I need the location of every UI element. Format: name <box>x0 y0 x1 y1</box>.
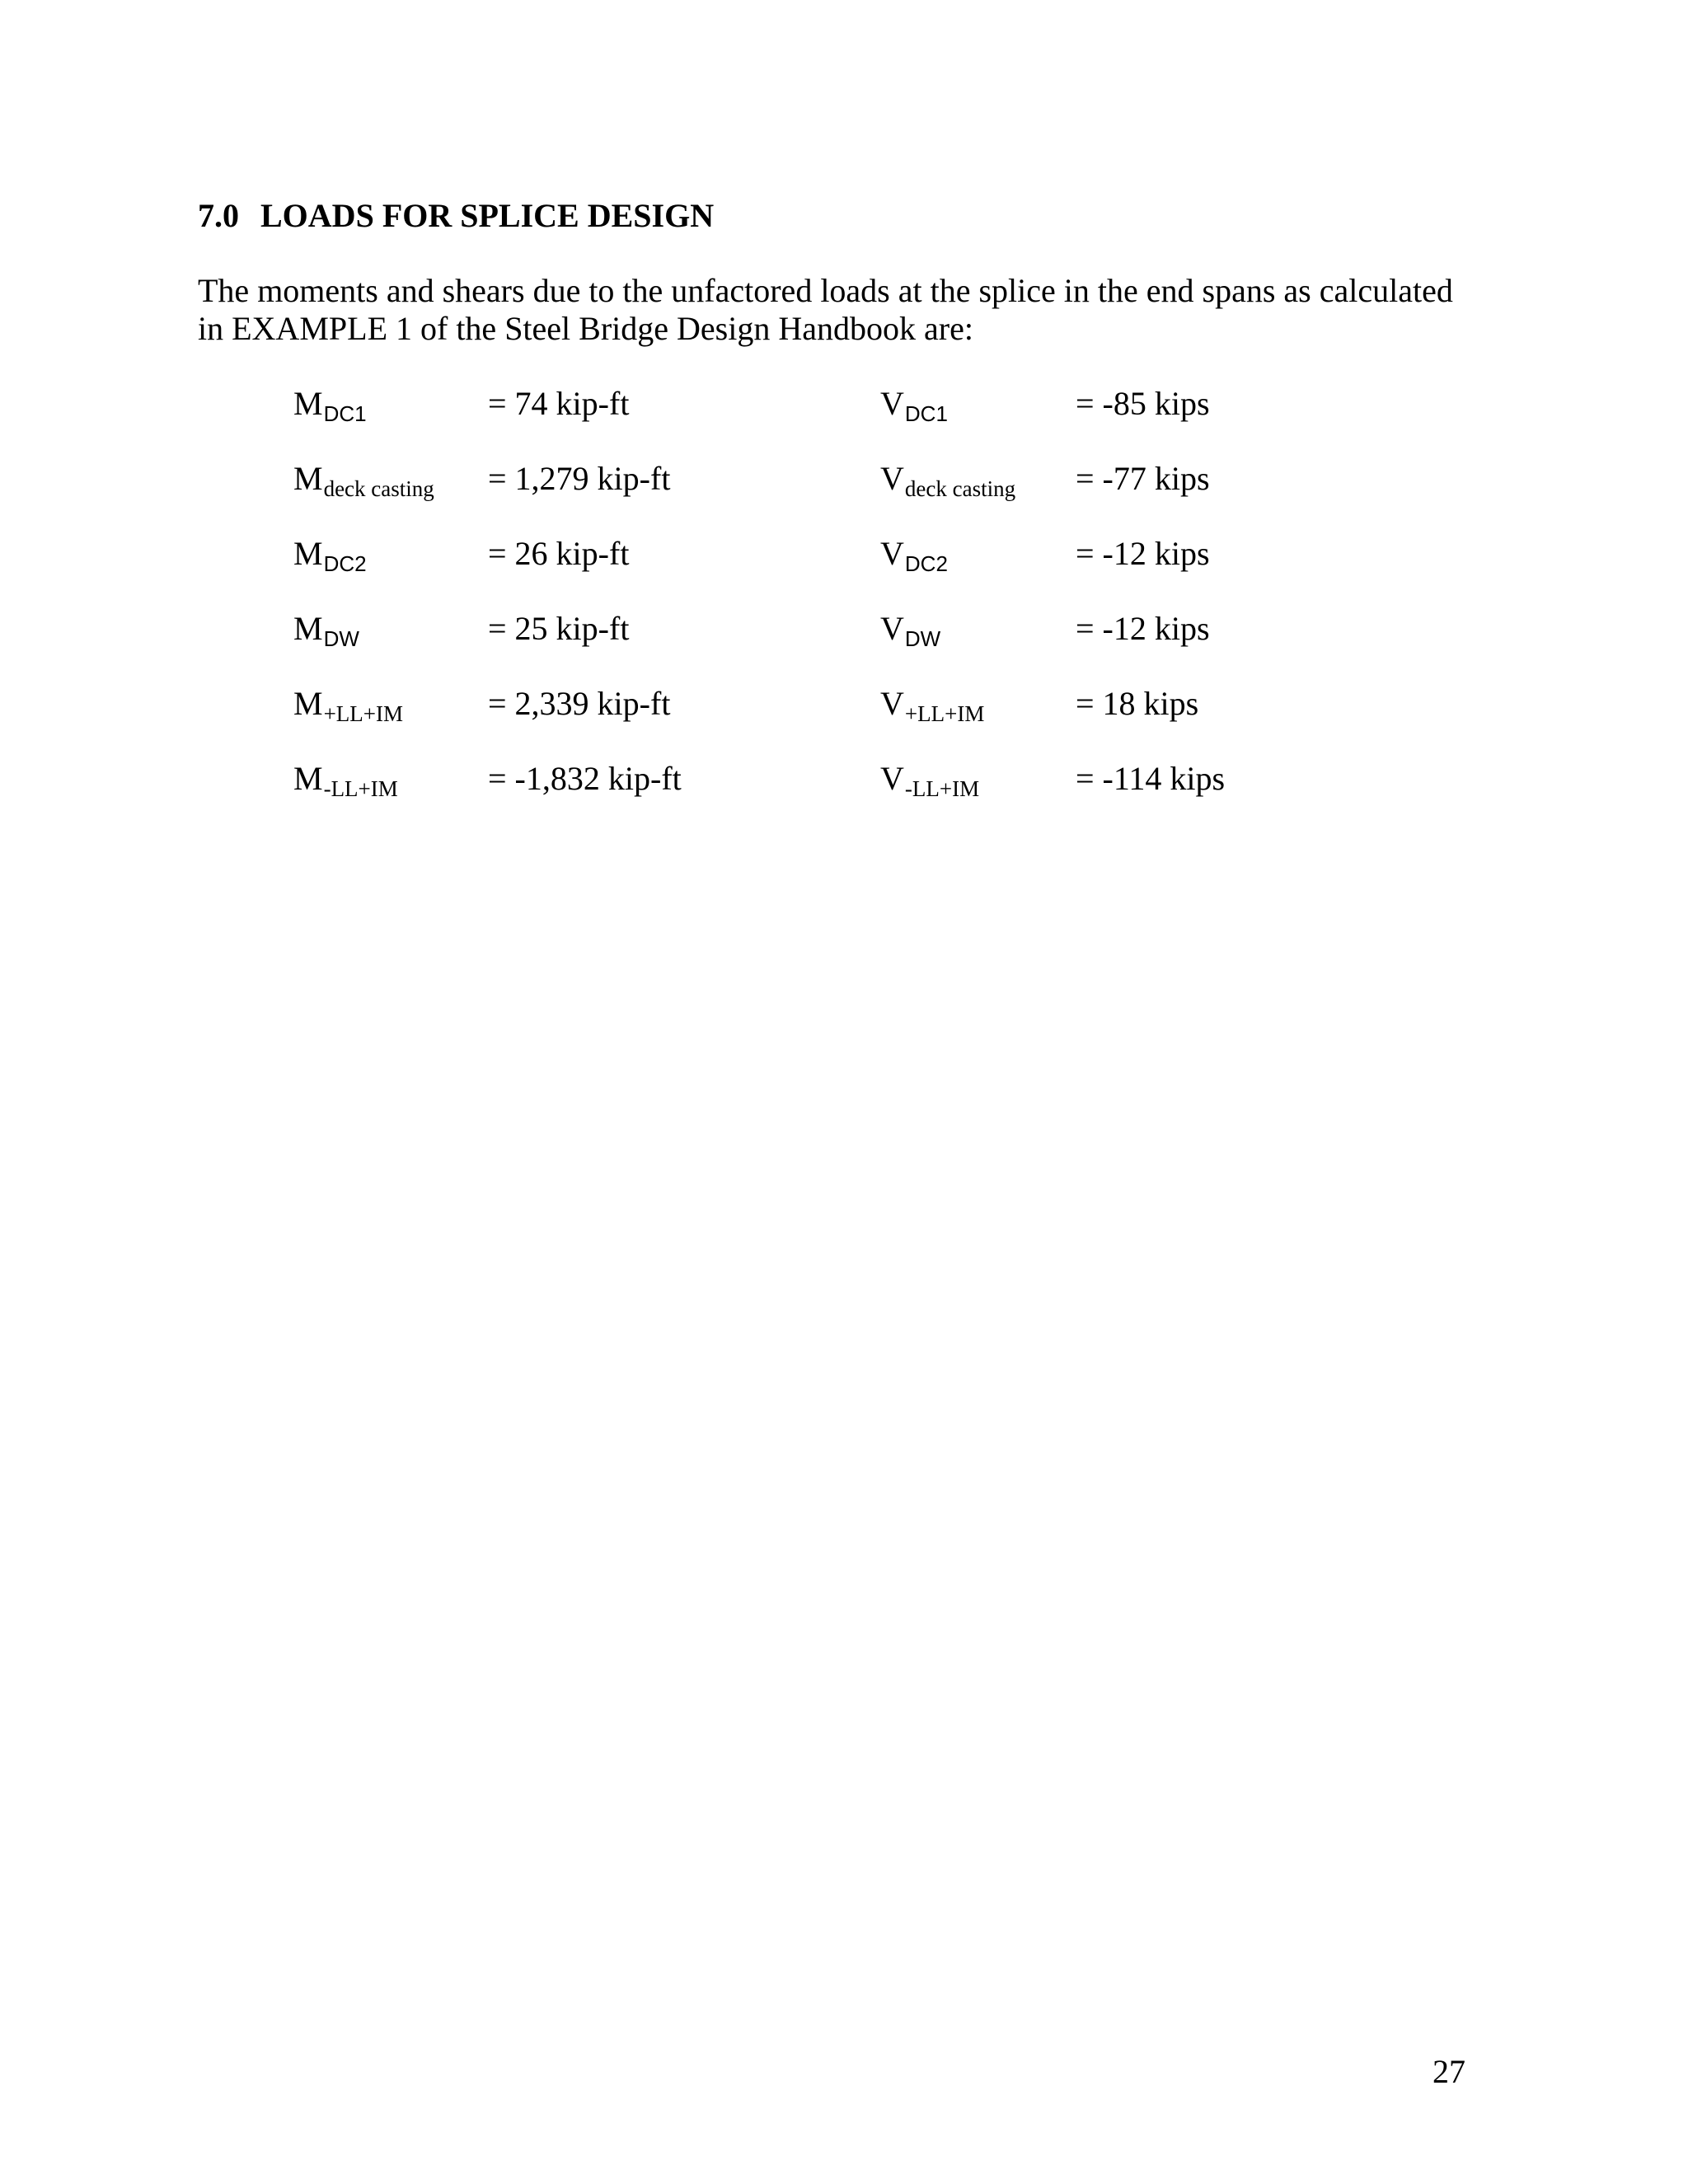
moment-value: = 25 kip-ft <box>488 610 630 647</box>
moment-symbol: $M_{+LL+IM}$ <box>293 685 404 726</box>
intro-line-1: The moments and shears due to the unfactored loads at the splice in the end spans as calculated <box>198 272 1453 309</box>
moment-symbol: $M_{DW}$ <box>293 610 359 651</box>
shear-value: = -12 kips <box>1076 535 1210 572</box>
shear-symbol: $V_{-LL+IM}$ <box>880 760 980 801</box>
shear-value: = -12 kips <box>1076 610 1210 647</box>
shear-symbol: $V_{DC2}$ <box>880 535 948 576</box>
section-number: 7.0 <box>198 197 239 234</box>
load-row-dc1 <box>0 381 1688 427</box>
shear-symbol: $V_{DW}$ <box>880 610 941 651</box>
shear-symbol: $V_{+LL+IM}$ <box>880 685 985 726</box>
moment-symbol: $M_{-LL+IM}$ <box>293 760 398 801</box>
section-heading <box>198 196 714 236</box>
moment-value: = 74 kip-ft <box>488 385 630 422</box>
shear-value: = -114 kips <box>1076 760 1226 797</box>
moment-value: = 1,279 kip-ft <box>488 460 671 497</box>
load-row-deck-casting <box>0 456 1688 502</box>
shear-symbol: $V_{DC1}$ <box>880 385 948 426</box>
load-row-positive-ll-im <box>0 681 1688 727</box>
moment-symbol: $M_{deck casting}$ <box>293 460 434 501</box>
moment-symbol: $M_{DC2}$ <box>293 535 367 576</box>
moment-value: = 2,339 kip-ft <box>488 685 671 722</box>
shear-value: = 18 kips <box>1076 685 1199 722</box>
intro-line-2: in EXAMPLE 1 of the Steel Bridge Design Handbook are: <box>198 310 973 347</box>
moment-symbol: $M_{DC1}$ <box>293 385 367 426</box>
moment-value: = -1,832 kip-ft <box>488 760 682 797</box>
shear-symbol: $V_{deck casting}$ <box>880 460 1016 501</box>
page-number: 27 <box>1432 2053 1465 2090</box>
load-row-negative-ll-im <box>0 756 1688 802</box>
intro-paragraph <box>198 272 1484 348</box>
load-row-dc2 <box>0 531 1688 577</box>
shear-value: = -77 kips <box>1076 460 1210 497</box>
shear-value: = -85 kips <box>1076 385 1210 422</box>
moment-value: = 26 kip-ft <box>488 535 630 572</box>
section-title: LOADS FOR SPLICE DESIGN <box>260 197 715 234</box>
load-row-dw <box>0 606 1688 652</box>
